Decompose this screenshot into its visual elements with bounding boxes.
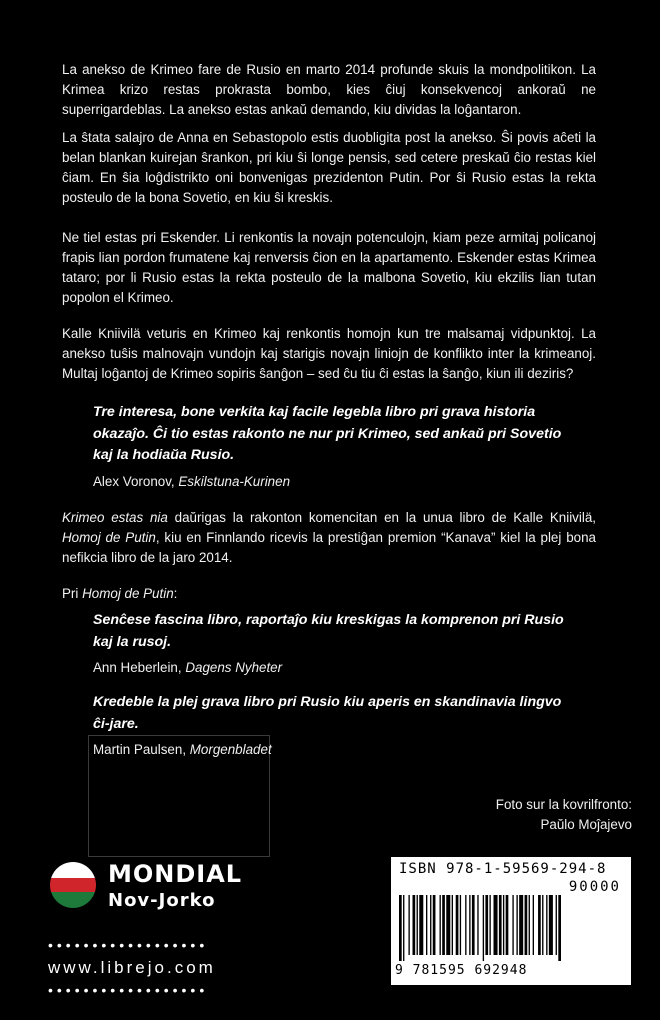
barcode-bar [426, 895, 427, 955]
blurb-paragraph-2 [62, 128, 596, 208]
barcode-bar [556, 895, 557, 955]
review-attribution-1 [93, 474, 290, 489]
publisher-name: MONDIAL [108, 860, 243, 888]
barcode-bar [538, 895, 541, 955]
barcode-bar [512, 895, 513, 955]
reviewer-name: Alex Voronov, [93, 474, 175, 489]
dotted-divider-top: •••••••••••••••••• [48, 937, 209, 953]
blurb-text-4: Kalle Kniivilä veturis en Krimeo kaj renkontis homojn kun tre malsamaj vidpunktoj. La anekso tuŝis malnovajn vundojn kaj starigis novajn liniojn de konflikto inter la krimeanoj. Multaj loĝantoj de Krimeo sopiris ŝanĝon – sed ĉu tiu ĉi estas la ŝanĝo, kiun ili deziris? [62, 326, 596, 381]
barcode-bar [419, 895, 423, 955]
book-title: Krimeo estas nia [62, 510, 168, 525]
barcode-bar [430, 895, 431, 955]
barcode-bar [440, 895, 441, 955]
barcode-bar [542, 895, 543, 955]
barcode-bar [433, 895, 436, 955]
barcode-bar [417, 895, 418, 955]
photo-credit-label: Foto sur la kovrilfronto: [495, 797, 632, 812]
barcode-bar [483, 895, 484, 961]
about-text-a: daŭrigas la rakonton komencitan en la unua libro de Kalle Kniivilä, [167, 510, 596, 525]
barcode-bar [499, 895, 502, 955]
barcode-bar [503, 895, 504, 955]
blurb-text-3: Ne tiel estas pri Eskender. Li renkontis la novajn potenculojn, kiam peze armitaj policanoj frapis lian pordon frumatene kaj renversis ĉion en la apartamento. Eskender estas Krimea tataro; por li Rusio estas la rekta posteulo de la malbona Sovetio, kiu ekzilis lian tutan popolon el Krimeo. [62, 230, 596, 305]
reviewer-name: Ann Heberlein, [93, 660, 182, 675]
barcode-bar [413, 895, 416, 955]
photo-credit [496, 795, 632, 835]
ean-number: 9 781595 692948 [395, 963, 528, 978]
review-attribution-2 [93, 660, 282, 675]
barcode-bar [408, 895, 409, 955]
barcode-bar [403, 895, 404, 961]
publisher-logo-icon [50, 862, 96, 908]
pri-title: Homoj de Putin [82, 586, 174, 601]
barcode-bar [456, 895, 459, 955]
publisher-url: www.librejo.com [48, 958, 216, 977]
review-source: Eskilstuna-Kurinen [178, 474, 291, 489]
barcode-bar [525, 895, 528, 955]
barcode-bar [477, 895, 478, 955]
review-quote-3: Kredeble la plej grava libro pri Rusio kiu aperis en skandinavia lingvo ĉi-jare. [93, 694, 562, 732]
barcode-bars [397, 895, 625, 961]
barcode-bar [469, 895, 470, 955]
barcode-bar [494, 895, 498, 955]
pri-prefix: Pri [62, 586, 83, 601]
dotted-divider-bottom: •••••••••••••••••• [48, 982, 209, 998]
blurb-paragraph-1 [62, 60, 596, 120]
barcode-bar [519, 895, 523, 955]
isbn-number: ISBN 978-1-59569-294-8 [399, 861, 607, 877]
barcode-bar [465, 895, 466, 955]
barcode-bar [446, 895, 450, 955]
barcode-bar [472, 895, 475, 955]
barcode-bar [399, 895, 402, 961]
barcode-bar [558, 895, 561, 961]
review-quote-2: Senĉese fascina libro, raportaĵo kiu kreskigas la komprenon pri Rusio kaj la rusoj. [93, 612, 564, 650]
blurb-text-1: La anekso de Krimeo fare de Rusio en marto 2014 profunde skuis la mondpolitikon. La Krimea krizo restas prokrasta bombo, kies ĉiuj konsekvencoj ankoraŭ ne superrigardeblas. La anekso estas ankaŭ demando, kiu dividas la loĝantaron. [62, 62, 596, 117]
review-quote-1: Tre interesa, bone verkita kaj facile legebla libro pri grava historia okazaĵo. Ĉi tio estas rakonto ne nur pri Krimeo, sed ankaŭ pri Sovetio kaj la hodiaŭa Rusio. [93, 404, 562, 463]
publisher-city: Nov-Jorko [108, 890, 216, 911]
barcode-bar [529, 895, 530, 955]
blurb-text-2: La ŝtata salajro de Anna en Sebastopolo estis duobligita post la anekso. Ŝi povis aĉeti la belan blankan kuirejan ŝrankon, pri kiu ŝi longe pensis, sed cetere preskaŭ ĉio restas kiel ĉiam. En ŝia loĝdistrikto oni bonvenigas prezidenton Putin. Por ŝi Rusio estas la rekta posteulo de la bona Sovetio, en kiu ŝi kreskis. [62, 130, 596, 205]
reviewer-name: Martin Paulsen, [93, 742, 187, 757]
barcode-bar [460, 895, 461, 955]
barcode-bar [506, 895, 509, 955]
barcode-panel [391, 857, 631, 985]
barcode-bar [452, 895, 453, 955]
barcode-bar [549, 895, 553, 955]
pri-line [62, 584, 596, 604]
blurb-paragraph-4 [62, 324, 596, 384]
barcode-bar [546, 895, 547, 955]
pri-suffix: : [173, 586, 178, 601]
about-text-b: , kiu en Finnlando ricevis la prestiĝan premion “Kanava” kiel la plej bona nefikcia libro de la jaro 2014. [62, 530, 596, 565]
blurb-paragraph-3 [62, 228, 596, 308]
review-source: Dagens Nyheter [185, 660, 283, 675]
previous-book-title: Homoj de Putin [62, 530, 156, 545]
about-paragraph [62, 508, 596, 568]
barcode-bar [516, 895, 517, 955]
price-addon-number: 90000 [568, 879, 621, 895]
photographer-name: Paŭlo Moĵajevo [540, 817, 632, 832]
review-source: Morgenbladet [189, 742, 272, 757]
barcode-bar [533, 895, 534, 955]
barcode-bar [442, 895, 445, 955]
barcode-bar [485, 895, 488, 955]
barcode-bar [489, 895, 490, 955]
review-attribution-3 [93, 742, 272, 757]
